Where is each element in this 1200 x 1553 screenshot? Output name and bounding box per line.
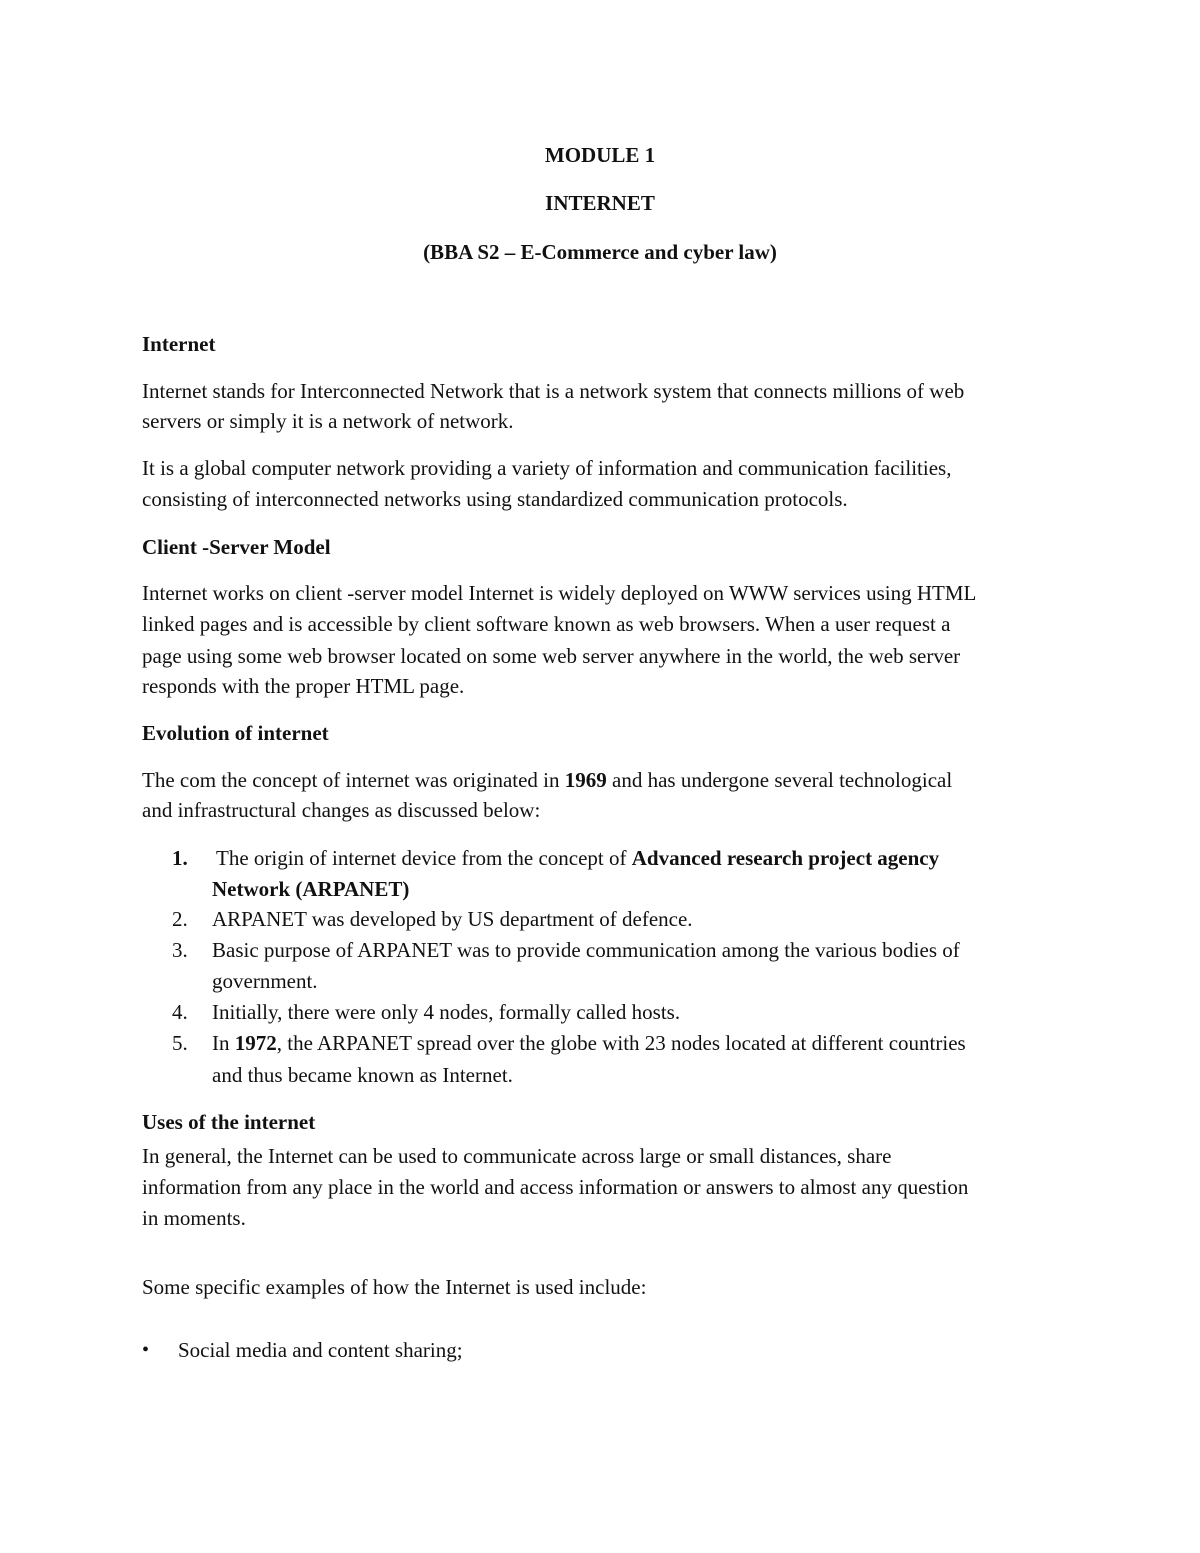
list-item-text-line2: and thus became known as Internet. <box>212 1063 513 1087</box>
list-item-text: Initially, there were only 4 nodes, formally called hosts. <box>212 1000 681 1024</box>
course-subtitle: (BBA S2 – E-Commerce and cyber law) <box>423 240 777 264</box>
item5-text-c: , the ARPANET spread over the globe with 23 nodes located at different countries <box>276 1031 966 1055</box>
evolution-heading: Evolution of internet <box>142 721 329 745</box>
internet-para2-line2: consisting of interconnected networks using standardized communication protocols. <box>142 487 848 511</box>
list-item-text-line2: Network (ARPANET) <box>212 877 410 901</box>
client-server-line3: page using some web browser located on some web server anywhere in the world, the web server <box>142 644 961 668</box>
item5-year: 1972 <box>234 1031 277 1055</box>
list-item-text: ARPANET was developed by US department of defence. <box>212 907 693 931</box>
list-number: 3. <box>172 938 188 962</box>
client-server-heading: Client -Server Model <box>142 535 331 559</box>
list-number: 2. <box>172 907 188 931</box>
internet-para2-line1: It is a global computer network providing a variety of information and communication facilities, <box>142 456 952 480</box>
list-item-text-line2: government. <box>212 969 318 993</box>
module-title: MODULE 1 <box>544 143 656 167</box>
item1-text-bold: Advanced research project agency <box>631 846 940 870</box>
list-number: 5. <box>172 1031 188 1055</box>
evolution-intro-text-c: and has undergone several technological <box>606 768 953 792</box>
uses-line3: in moments. <box>142 1206 246 1230</box>
list-item-text <box>212 1031 966 1056</box>
client-server-line2: linked pages and is accessible by client software known as web browsers. When a user request a <box>142 612 951 636</box>
client-server-line4: responds with the proper HTML page. <box>142 674 465 698</box>
list-item-text <box>216 846 939 871</box>
internet-para1-line2: servers or simply it is a network of network. <box>142 409 514 433</box>
uses-line2: information from any place in the world and access information or answers to almost any question <box>142 1175 969 1199</box>
bullet-icon: • <box>142 1339 150 1361</box>
item1-text-a: The origin of internet device from the concept of <box>216 846 632 870</box>
list-number: 1. <box>172 846 188 870</box>
evolution-intro-line1 <box>142 768 952 793</box>
uses-examples-intro: Some specific examples of how the Internet is used include: <box>142 1275 647 1299</box>
client-server-line1: Internet works on client -server model Internet is widely deployed on WWW services using HTML <box>142 581 977 605</box>
evolution-intro-year: 1969 <box>564 768 607 792</box>
internet-heading: Internet <box>142 332 216 356</box>
internet-para1-line1: Internet stands for Interconnected Network that is a network system that connects millions of web <box>142 379 965 403</box>
uses-line1: In general, the Internet can be used to communicate across large or small distances, share <box>142 1144 892 1168</box>
bullet-text: Social media and content sharing; <box>178 1338 463 1362</box>
list-item-text: Basic purpose of ARPANET was to provide communication among the various bodies of <box>212 938 960 962</box>
list-number: 4. <box>172 1000 188 1024</box>
uses-heading: Uses of the internet <box>142 1110 316 1134</box>
topic-title: INTERNET <box>545 191 655 215</box>
item5-text-a: In <box>212 1031 235 1055</box>
evolution-intro-line2: and infrastructural changes as discussed below: <box>142 798 541 822</box>
evolution-intro-text-a: The com the concept of internet was originated in <box>142 768 565 792</box>
